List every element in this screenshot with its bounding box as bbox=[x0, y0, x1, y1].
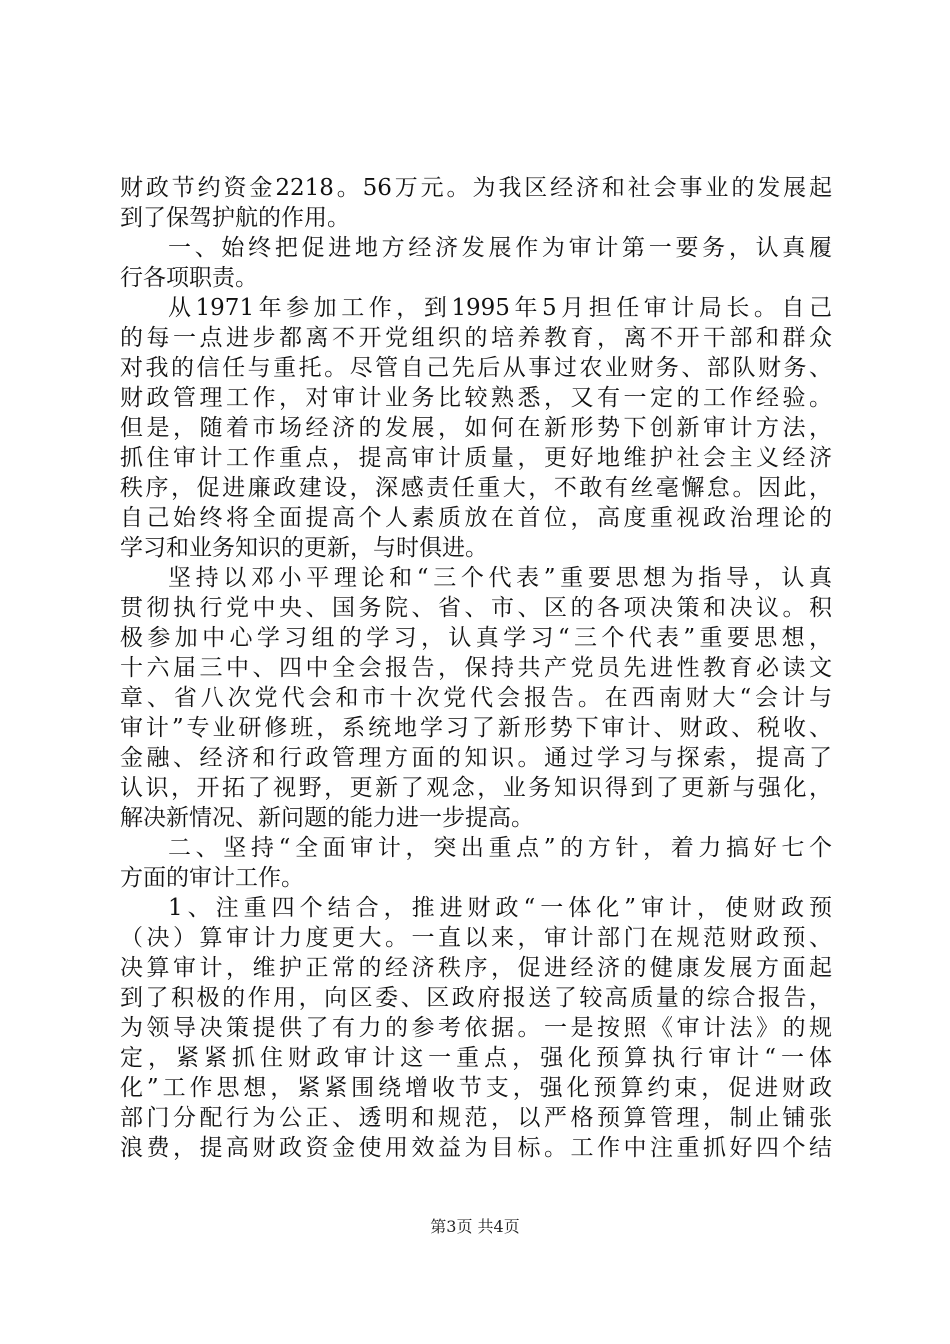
paragraph-line: 坚持以邓小平理论和“三个代表”重要思想为指导，认真 bbox=[168, 565, 832, 591]
paragraph-line: 定，紧紧抓住财政审计这一重点，强化预算执行审计“一体 bbox=[120, 1045, 832, 1071]
paragraph-line: 方面的审计工作。 bbox=[120, 865, 304, 891]
paragraph-line: 但是，随着市场经济的发展，如何在新形势下创新审计方法， bbox=[120, 415, 832, 441]
paragraph-line: 从1971年参加工作，到1995年5月担任审计局长。自己 bbox=[168, 295, 832, 321]
paragraph-line: 秩序，促进廉政建设，深感责任重大，不敢有丝毫懈怠。因此， bbox=[120, 475, 832, 501]
paragraph-line: 十六届三中、四中全会报告，保持共产党员先进性教育必读文 bbox=[120, 655, 832, 681]
paragraph-line: （决）算审计力度更大。一直以来，审计部门在规范财政预、 bbox=[120, 925, 832, 951]
paragraph-line: 决算审计，维护正常的经济秩序，促进经济的健康发展方面起 bbox=[120, 955, 832, 981]
paragraph-line: 抓住审计工作重点，提高审计质量，更好地维护社会主义经济 bbox=[120, 445, 832, 471]
paragraph-line: 为领导决策提供了有力的参考依据。一是按照《审计法》的规 bbox=[120, 1015, 832, 1041]
paragraph-line: 到了保驾护航的作用。 bbox=[120, 205, 350, 231]
paragraph-line: 浪费，提高财政资金使用效益为目标。工作中注重抓好四个结 bbox=[120, 1135, 832, 1161]
document-body bbox=[120, 173, 832, 1163]
paragraph bbox=[120, 893, 832, 1163]
paragraph-line: 行各项职责。 bbox=[120, 265, 258, 291]
paragraph-line: 财政管理工作，对审计业务比较熟悉，又有一定的工作经验。 bbox=[120, 385, 832, 411]
paragraph-line: 贯彻执行党中央、国务院、省、市、区的各项决策和决议。积 bbox=[120, 595, 832, 621]
paragraph-line: 章、省八次党代会和市十次党代会报告。在西南财大“会计与 bbox=[120, 685, 832, 711]
paragraph-line: 解决新情况、新问题的能力进一步提高。 bbox=[120, 805, 534, 831]
paragraph bbox=[120, 173, 832, 233]
paragraph-line: 1、注重四个结合，推进财政“一体化”审计，使财政预 bbox=[168, 895, 832, 921]
paragraph-line: 对我的信任与重托。尽管自己先后从事过农业财务、部队财务、 bbox=[120, 355, 832, 381]
paragraph-line: 认识，开拓了视野，更新了观念，业务知识得到了更新与强化， bbox=[120, 775, 832, 801]
paragraph-line: 一、始终把促进地方经济发展作为审计第一要务，认真履 bbox=[168, 235, 832, 261]
paragraph bbox=[120, 563, 832, 833]
paragraph-line: 的每一点进步都离不开党组织的培养教育，离不开干部和群众 bbox=[120, 325, 832, 351]
paragraph-line: 二、坚持“全面审计，突出重点”的方针，着力搞好七个 bbox=[168, 835, 832, 861]
paragraph bbox=[120, 293, 832, 563]
paragraph-line: 金融、经济和行政管理方面的知识。通过学习与探索，提高了 bbox=[120, 745, 832, 771]
paragraph-line: 审计”专业研修班，系统地学习了新形势下审计、财政、税收、 bbox=[120, 715, 832, 741]
page-footer: 第3页 共4页 bbox=[430, 1217, 520, 1236]
paragraph-line: 部门分配行为公正、透明和规范，以严格预算管理，制止铺张 bbox=[120, 1105, 832, 1131]
paragraph-line: 到了积极的作用，向区委、区政府报送了较高质量的综合报告， bbox=[120, 985, 832, 1011]
paragraph bbox=[120, 233, 832, 293]
paragraph-line: 化”工作思想，紧紧围绕增收节支，强化预算约束，促进财政 bbox=[120, 1075, 832, 1101]
paragraph bbox=[120, 833, 832, 893]
paragraph-line: 学习和业务知识的更新，与时俱进。 bbox=[120, 535, 488, 561]
paragraph-line: 自己始终将全面提高个人素质放在首位，高度重视政治理论的 bbox=[120, 505, 832, 531]
paragraph-line: 极参加中心学习组的学习，认真学习“三个代表”重要思想， bbox=[120, 625, 832, 651]
paragraph-line: 财政节约资金2218。56万元。为我区经济和社会事业的发展起 bbox=[120, 175, 832, 201]
